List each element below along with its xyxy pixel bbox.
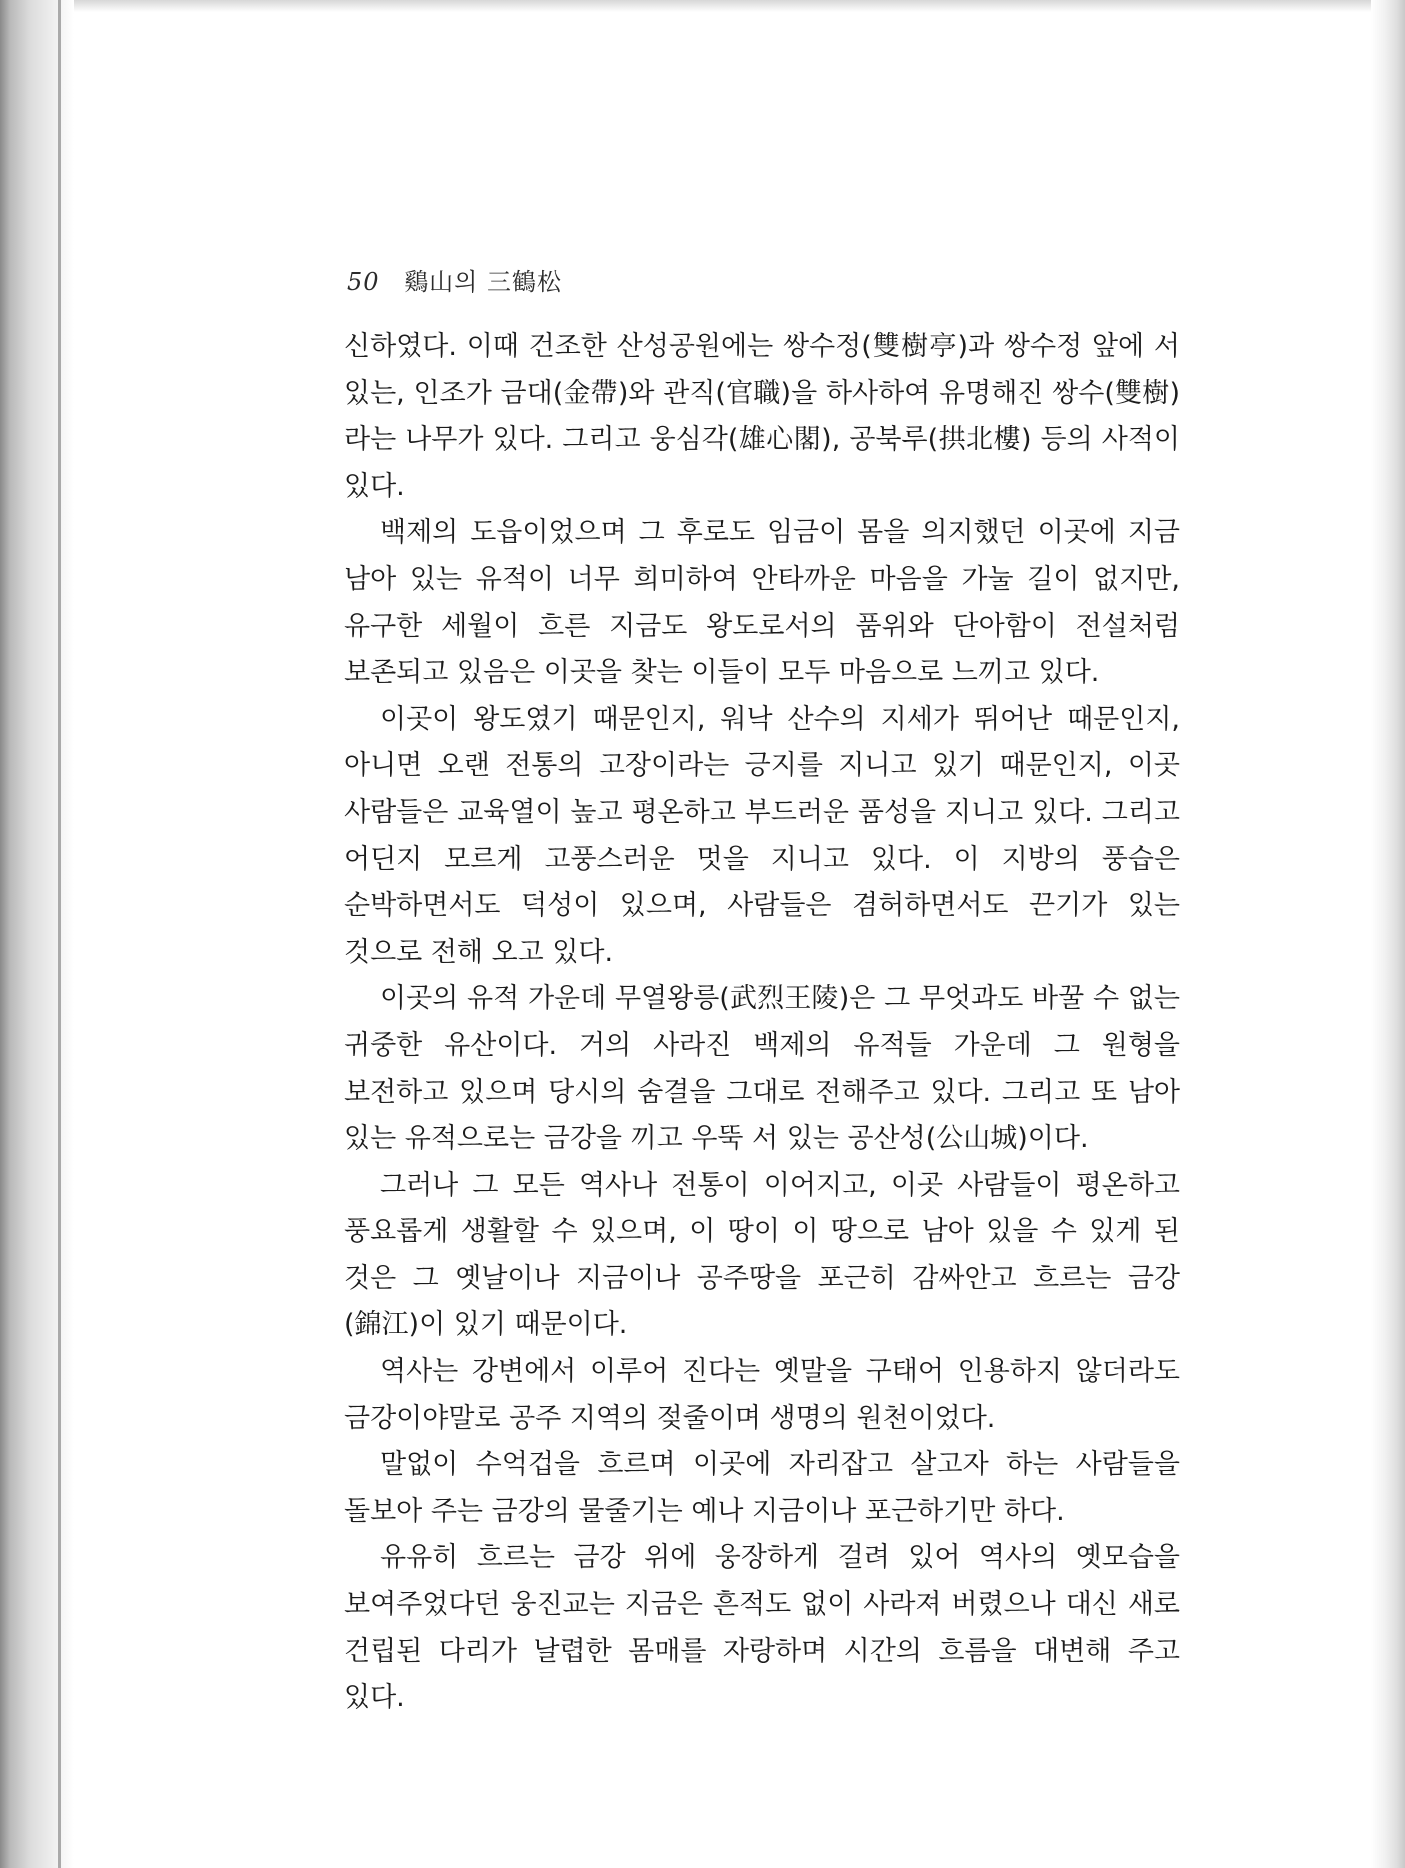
page-number: 50 [347,268,380,296]
page-left-shadow [0,0,74,1868]
paragraph: 백제의 도읍이었으며 그 후로도 임금이 몸을 의지했던 이곳에 지금 남아 있는 유적이 너무 희미하여 안타까운 마음을 가눌 길이 없지만, 유구한 세월이 흐른 지금도 왕도로서의 품위와 단아함이 전설처럼 보존되고 있음은 이곳을 찾는 이들이 모두 마음으로 느끼고 있다. [344,517,1180,689]
page-binding-edge [58,0,61,1868]
paragraph: 유유히 흐르는 금강 위에 웅장하게 걸려 있어 역사의 옛모습을 보여주었다던 웅진교는 지금은 흔적도 없이 사라져 버렸으나 대신 새로 건립된 다리가 날렵한 몸매를 자랑하며 시간의 흐름을 대변해 주고 있다. [344,1542,1180,1714]
running-header [347,262,562,297]
paragraph: 이곳의 유적 가운데 무열왕릉(武烈王陵)은 그 무엇과도 바꿀 수 없는 귀중한 유산이다. 거의 사라진 백제의 유적들 가운데 그 원형을 보전하고 있으며 당시의 숨결을 그대로 전해주고 있다. 그리고 또 남아 있는 유적으로는 금강을 끼고 우뚝 서 있는 공산성(公山城)이다. [344,983,1180,1155]
paragraph: 이곳이 왕도였기 때문인지, 워낙 산수의 지세가 뛰어난 때문인지, 아니면 오랜 전통의 고장이라는 긍지를 지니고 있기 때문인지, 이곳 사람들은 교육열이 높고 평온하고 부드러운 품성을 지니고 있다. 그리고 어딘지 모르게 고풍스러운 멋을 지니고 있다. 이 지방의 풍습은 순박하면서도 덕성이 있으며, 사람들은 겸허하면서도 끈기가 있는 것으로 전해 오고 있다. [344,703,1180,968]
page-right-shadow [1371,0,1405,1868]
body-text [344,324,1180,1722]
running-title: 鷄山의 三鶴松 [404,268,562,296]
paragraph: 역사는 강변에서 이루어 진다는 옛말을 구태어 인용하지 않더라도 금강이야말로 공주 지역의 젖줄이며 생명의 원천이었다. [344,1356,1180,1434]
page-top-shadow [0,0,1405,12]
paragraph: 신하였다. 이때 건조한 산성공원에는 쌍수정(雙樹亭)과 쌍수정 앞에 서 있는, 인조가 금대(金帶)와 관직(官職)을 하사하여 유명해진 쌍수(雙樹)라는 나무가 있다. 그리고 웅심각(雄心閣), 공북루(拱北樓) 등의 사적이 있다. [344,331,1180,502]
paragraph: 말없이 수억겁을 흐르며 이곳에 자리잡고 살고자 하는 사람들을 돌보아 주는 금강의 물줄기는 예나 지금이나 포근하기만 하다. [344,1449,1180,1527]
paragraph: 그러나 그 모든 역사나 전통이 이어지고, 이곳 사람들이 평온하고 풍요롭게 생활할 수 있으며, 이 땅이 이 땅으로 남아 있을 수 있게 된 것은 그 옛날이나 지금이나 공주땅을 포근히 감싸안고 흐르는 금강(錦江)이 있기 때문이다. [344,1169,1180,1341]
